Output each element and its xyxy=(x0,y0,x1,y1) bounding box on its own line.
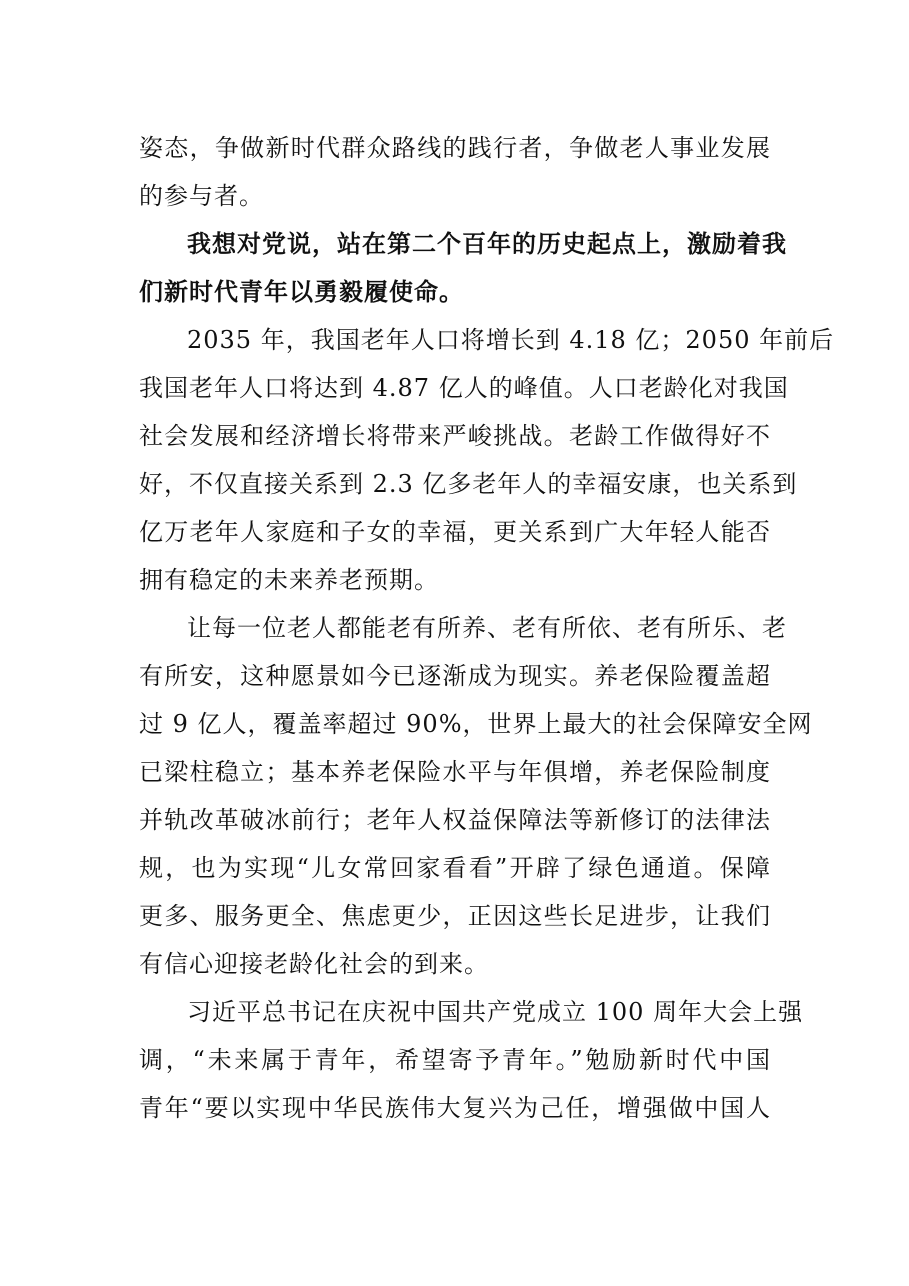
paragraph-4 xyxy=(139,604,813,988)
text-line: 并轨改革破冰前行；老年人权益保障法等新修订的法律法 xyxy=(139,806,771,834)
text-line: 有所安，这种愿景如今已逐渐成为现实。养老保险覆盖超 xyxy=(139,662,771,690)
text-line: 我想对党说，站在第二个百年的历史起点上，激励着我 xyxy=(187,230,787,258)
text-line: 让每一位老人都能老有所养、老有所依、老有所乐、老 xyxy=(187,614,787,642)
text-line: 青年“要以实现中华民族伟大复兴为己任，增强做中国人 xyxy=(139,1094,771,1122)
text-line: 我国老年人口将达到 4.87 亿人的峰值。人口老龄化对我国 xyxy=(139,374,789,402)
text-line: 们新时代青年以勇毅履使命。 xyxy=(139,278,464,306)
paragraph-5 xyxy=(139,988,804,1132)
text-line: 的参与者。 xyxy=(139,182,264,210)
text-line: 过 9 亿人，覆盖率超过 90%，世界上最大的社会保障安全网 xyxy=(139,710,813,738)
paragraph-2-bold xyxy=(139,220,787,316)
text-line: 社会发展和经济增长将带来严峻挑战。老龄工作做得好不 xyxy=(139,422,771,450)
text-line: 调，“未来属于青年，希望寄予青年。”勉励新时代中国 xyxy=(139,1046,771,1074)
text-line: 拥有稳定的未来养老预期。 xyxy=(139,566,439,594)
text-line: 亿万老年人家庭和子女的幸福，更关系到广大年轻人能否 xyxy=(139,518,771,546)
document-body xyxy=(139,124,835,1132)
text-line: 规，也为实现“儿女常回家看看”开辟了绿色通道。保障 xyxy=(139,854,771,882)
text-line: 2035 年，我国老年人口将增长到 4.18 亿；2050 年前后 xyxy=(187,326,835,354)
text-line: 有信心迎接老龄化社会的到来。 xyxy=(139,950,489,978)
text-line: 已梁柱稳立；基本养老保险水平与年俱增，养老保险制度 xyxy=(139,758,771,786)
text-line: 更多、服务更全、焦虑更少，正因这些长足进步，让我们 xyxy=(139,902,771,930)
text-line: 姿态，争做新时代群众路线的践行者，争做老人事业发展 xyxy=(139,134,771,162)
paragraph-1 xyxy=(139,124,771,220)
text-line: 好，不仅直接关系到 2.3 亿多老年人的幸福安康，也关系到 xyxy=(139,470,798,498)
paragraph-3 xyxy=(139,316,835,604)
text-line: 习近平总书记在庆祝中国共产党成立 100 周年大会上强 xyxy=(187,998,804,1026)
